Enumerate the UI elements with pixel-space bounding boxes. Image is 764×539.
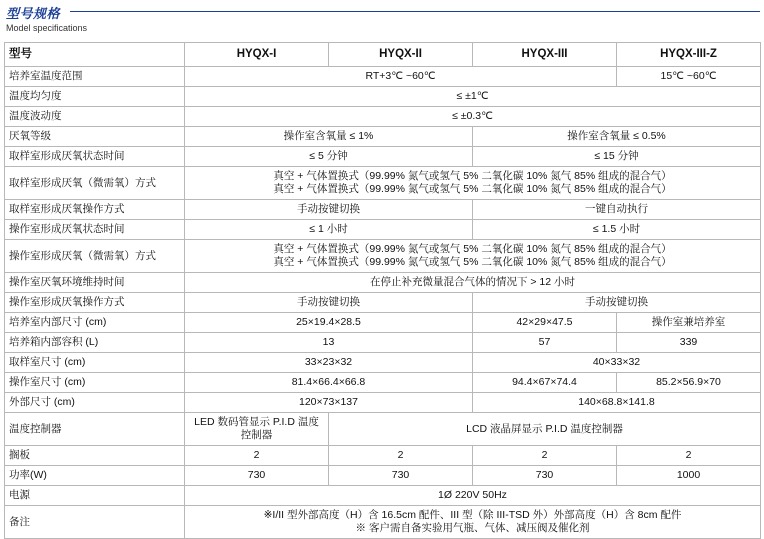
row-label: 操作室尺寸 (cm) [5, 373, 185, 393]
row-label: 取样室形成厌氧（微需氧）方式 [5, 167, 185, 200]
page-subtitle: Model specifications [6, 23, 88, 33]
table-row [5, 466, 761, 486]
row-label: 取样室形成厌氧操作方式 [5, 200, 185, 220]
table-cell: ≤ 15 分钟 [473, 147, 761, 167]
table-cell: 2 [617, 446, 761, 466]
table-cell: ※I/II 型外部高度（H）含 16.5cm 配件、III 型（除 III-TSD 外）外部高度（H）含 8cm 配件 ※ 客户需自备实验用气瓶、气体、减压阀及催化剂 [185, 506, 761, 539]
table-cell: 730 [473, 466, 617, 486]
page-header [0, 0, 764, 34]
row-label: 培养室内部尺寸 (cm) [5, 313, 185, 333]
table-cell: 一键自动执行 [473, 200, 761, 220]
table-cell: 730 [185, 466, 329, 486]
row-label: 厌氧等级 [5, 127, 185, 147]
table-row [5, 373, 761, 393]
table-cell: 2 [473, 446, 617, 466]
table-cell: 操作室含氧量 ≤ 1% [185, 127, 473, 147]
table-row [5, 127, 761, 147]
table-cell: 操作室含氧量 ≤ 0.5% [473, 127, 761, 147]
row-label: 操作室形成厌氧（微需氧）方式 [5, 240, 185, 273]
table-cell: ≤ 1 小时 [185, 220, 473, 240]
table-row [5, 67, 761, 87]
column-header-HYQX-III-Z: HYQX-III-Z [617, 43, 761, 67]
row-label: 温度波动度 [5, 107, 185, 127]
table-row [5, 87, 761, 107]
row-label: 备注 [5, 506, 185, 539]
table-header-row [5, 43, 761, 67]
table-row [5, 240, 761, 273]
table-cell: 94.4×67×74.4 [473, 373, 617, 393]
table-cell: 1000 [617, 466, 761, 486]
table-row [5, 353, 761, 373]
row-label: 电源 [5, 486, 185, 506]
table-row [5, 220, 761, 240]
table-row [5, 413, 761, 446]
row-label: 操作室形成厌氧操作方式 [5, 293, 185, 313]
table-cell: 手动按键切换 [473, 293, 761, 313]
table-row [5, 506, 761, 539]
table-cell: 25×19.4×28.5 [185, 313, 473, 333]
table-row [5, 293, 761, 313]
table-cell: 81.4×66.4×66.8 [185, 373, 473, 393]
table-cell: 120×73×137 [185, 393, 473, 413]
row-label: 取样室尺寸 (cm) [5, 353, 185, 373]
table-cell: LCD 液晶屏显示 P.I.D 温度控制器 [329, 413, 761, 446]
row-label: 操作室厌氧环境维持时间 [5, 273, 185, 293]
table-row [5, 200, 761, 220]
table-row [5, 107, 761, 127]
column-header-HYQX-III: HYQX-III [473, 43, 617, 67]
table-cell: 在停止补充微量混合气体的情况下 > 12 小时 [185, 273, 761, 293]
page-title: 型号规格 [6, 6, 61, 21]
specifications-table [4, 42, 761, 539]
row-label: 外部尺寸 (cm) [5, 393, 185, 413]
row-label: 操作室形成厌氧状态时间 [5, 220, 185, 240]
table-cell: 真空 + 气体置换式（99.99% 氮气或氢气 5% 二氧化碳 10% 氮气 85% 组成的混合气） 真空 + 气体置换式（99.99% 氮气或氢气 5% 二氧化碳 10% 氮气 85% 组成的混合气） [185, 167, 761, 200]
table-cell: 操作室兼培养室 [617, 313, 761, 333]
table-cell: 339 [617, 333, 761, 353]
table-cell: LED 数码管显示 P.I.D 温度控制器 [185, 413, 329, 446]
table-row [5, 147, 761, 167]
row-label: 取样室形成厌氧状态时间 [5, 147, 185, 167]
table-cell: ≤ ±1℃ [185, 87, 761, 107]
table-cell: 真空 + 气体置换式（99.99% 氮气或氢气 5% 二氧化碳 10% 氮气 85% 组成的混合气） 真空 + 气体置换式（99.99% 氮气或氢气 5% 二氧化碳 10% 氮气 85% 组成的混合气） [185, 240, 761, 273]
table-cell: ≤ 5 分钟 [185, 147, 473, 167]
column-header-HYQX-I: HYQX-I [185, 43, 329, 67]
table-cell: 57 [473, 333, 617, 353]
table-cell: RT+3℃ ~60℃ [185, 67, 617, 87]
table-row [5, 486, 761, 506]
row-label: 培养箱内部容积 (L) [5, 333, 185, 353]
table-cell: 42×29×47.5 [473, 313, 617, 333]
table-cell: ≤ 1.5 小时 [473, 220, 761, 240]
table-cell: 2 [185, 446, 329, 466]
header-rule [70, 11, 760, 12]
table-cell: 手动按键切换 [185, 200, 473, 220]
row-label: 培养室温度范围 [5, 67, 185, 87]
table-cell: 85.2×56.9×70 [617, 373, 761, 393]
row-label: 搁板 [5, 446, 185, 466]
table-row [5, 167, 761, 200]
table-cell: 33×23×32 [185, 353, 473, 373]
column-header-model: 型号 [5, 43, 185, 67]
table-cell: 手动按键切换 [185, 293, 473, 313]
table-row [5, 333, 761, 353]
table-cell: 40×33×32 [473, 353, 761, 373]
table-cell: ≤ ±0.3℃ [185, 107, 761, 127]
row-label: 功率(W) [5, 466, 185, 486]
table-cell: 1Ø 220V 50Hz [185, 486, 761, 506]
table-cell: 15℃ ~60℃ [617, 67, 761, 87]
table-cell: 730 [329, 466, 473, 486]
table-cell: 140×68.8×141.8 [473, 393, 761, 413]
table-row [5, 446, 761, 466]
table-row [5, 313, 761, 333]
row-label: 温度控制器 [5, 413, 185, 446]
table-row [5, 273, 761, 293]
column-header-HYQX-II: HYQX-II [329, 43, 473, 67]
table-cell: 13 [185, 333, 473, 353]
table-cell: 2 [329, 446, 473, 466]
table-row [5, 393, 761, 413]
row-label: 温度均匀度 [5, 87, 185, 107]
